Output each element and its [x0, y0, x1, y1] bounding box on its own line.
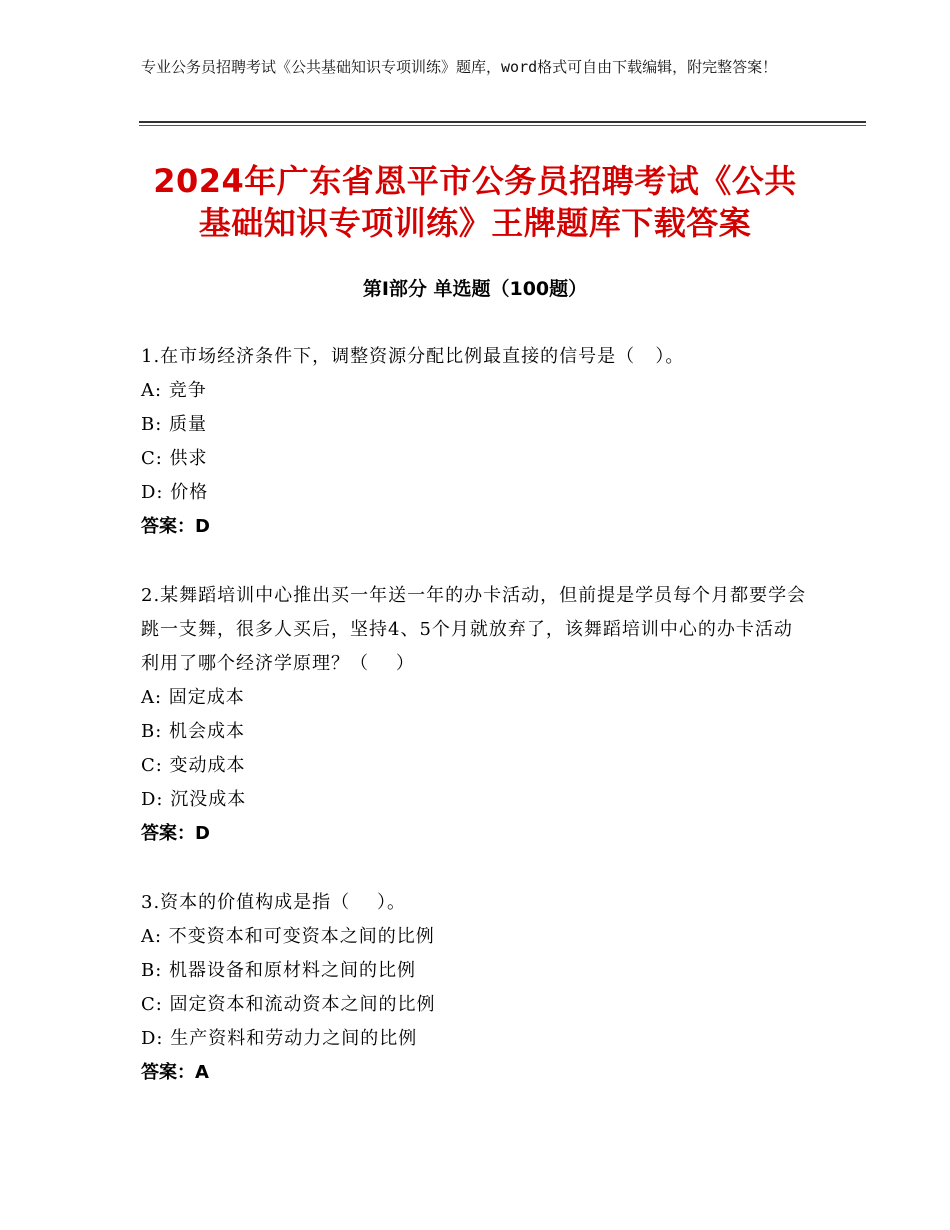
header-note: 专业公务员招聘考试《公共基础知识专项训练》题库，word格式可自由下载编辑，附完整答案！: [141, 58, 778, 76]
document-title: [100, 160, 850, 244]
question-3: [141, 886, 811, 1090]
option-d: D: 沉没成本: [141, 789, 247, 810]
option-a: A: 不变资本和可变资本之间的比例: [141, 926, 435, 947]
question-1: [141, 340, 811, 544]
option-c: C: 供求: [141, 448, 208, 469]
option-a: A: 固定成本: [141, 687, 245, 708]
option-b: B: 质量: [141, 414, 208, 435]
option-c: C: 变动成本: [141, 755, 246, 776]
header-divider-thin: [139, 125, 866, 126]
title-line-2: 基础知识专项训练》王牌题库下载答案: [198, 204, 752, 242]
question-2: [141, 579, 811, 851]
question-stem: 1.在市场经济条件下，调整资源分配比例最直接的信号是（ ）。: [141, 346, 685, 367]
header-divider: [139, 121, 866, 123]
option-a: A: 竞争: [141, 380, 207, 401]
question-stem: 3.资本的价值构成是指（ ）。: [141, 892, 407, 913]
option-d: D: 价格: [141, 482, 209, 503]
option-c: C: 固定资本和流动资本之间的比例: [141, 994, 436, 1015]
answer: 答案：D: [141, 516, 210, 537]
option-b: B: 机会成本: [141, 721, 246, 742]
option-d: D: 生产资料和劳动力之间的比例: [141, 1028, 418, 1049]
option-b: B: 机器设备和原材料之间的比例: [141, 960, 417, 981]
question-stem: 2.某舞蹈培训中心推出买一年送一年的办卡活动，但前提是学员每个月都要学会跳一支舞，很多人买后，坚持4、5个月就放弃了，该舞蹈培训中心的办卡活动利用了哪个经济学原理？（ ）: [141, 585, 807, 674]
answer: 答案：D: [141, 823, 210, 844]
answer: 答案：A: [141, 1062, 209, 1083]
title-line-1: 2024年广东省恩平市公务员招聘考试《公共: [153, 162, 797, 200]
section-heading: 第Ⅰ部分 单选题（100题）: [362, 278, 588, 300]
